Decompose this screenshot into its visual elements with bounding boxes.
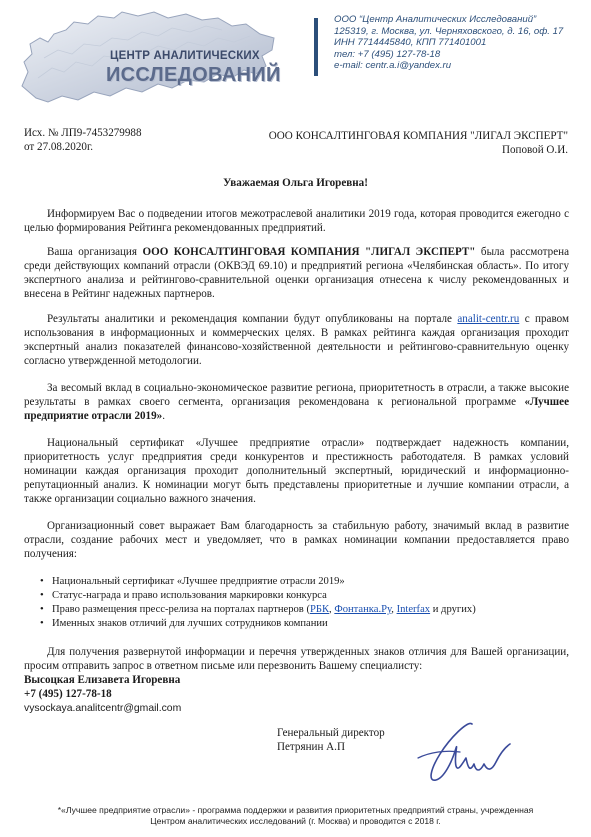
org-email: e-mail: centr.a.i@yandex.ru <box>334 60 452 72</box>
logo-line1: ЦЕНТР АНАЛИТИЧЕСКИХ <box>110 50 260 62</box>
org-name: ООО “Центр Аналитических Исследований” <box>334 14 537 25</box>
paragraph-council: Организационный совет выражает Вам благодарность за стабильную работу, значимый вклад в развитие отрасли, создание рабочих мест и уведомляет, что в рамках номинации компании предоставляется право получения: <box>24 520 569 560</box>
handwritten-signature <box>410 718 520 790</box>
salutation: Уважаемая Ольга Игоревна! <box>223 177 368 189</box>
org-phone: тел: +7 (495) 127-78-18 <box>334 48 441 60</box>
fontanka-link[interactable]: Фонтанка.Ру <box>334 604 392 615</box>
recipient-person: Поповой О.И. <box>501 144 568 156</box>
portal-link[interactable]: analit-centr.ru <box>457 313 520 325</box>
paragraph-results: Результаты аналитики и рекомендация компании будут опубликованы на портале analit-centr.ru с правом использования в информационных и коммерческих целях. В рамках рейтинга каждая организация проходит экспертный анализ показателей финансово-хозяйственной деятельности и рейтингово-сравнительную оценку согласно утвержденной методологии. <box>24 313 569 367</box>
signatory-name: Петрянин А.П <box>277 741 345 753</box>
org-inn: ИНН 7714445840, КПП 771401001 <box>334 37 487 49</box>
list-item: • Национальный сертификат «Лучшее предприятие отрасли 2019» <box>38 575 476 589</box>
ref-number: Исх. № ЛП9-7453279988 <box>24 127 142 139</box>
program-name: «Лучшее предприятие отрасли 2019» <box>24 396 569 422</box>
footnote-line1: *«Лучшее предприятие отрасли» - программа поддержки и развития приоритетных предприятий страны, учрежденная <box>57 805 534 815</box>
accent-bar <box>314 18 318 76</box>
paragraph-intro: Информируем Вас о подведении итогов межотраслевой аналитики 2019 года, которая проводится ежегодно с целью формирования Рейтинга рекомендованных предприятий. <box>24 208 569 234</box>
list-item: • Статус-награда и право использования маркировки конкурса <box>38 589 476 603</box>
footnote-line2: Центром аналитических исследований (г. Москва) и проводится с 2018 г. <box>150 816 441 826</box>
paragraph-organization: Ваша организация ООО КОНСАЛТИНГОВАЯ КОМПАНИЯ "ЛИГАЛ ЭКСПЕРТ" была рассмотрена среди действующих компаний отрасли (ОКВЭД 69.10) и предприятий региона «Челябинская область». По итогу экспертного анализа и рейтингово-сравнительной оценки организация отнесена к числу рекомендованных и внесена в Рейтинг надежных партнеров. <box>24 246 569 300</box>
org-address: 125319, г. Москва, ул. Черняховского, д. 16, оф. 17 <box>334 25 564 37</box>
company-name: ООО КОНСАЛТИНГОВАЯ КОМПАНИЯ "ЛИГАЛ ЭКСПЕРТ" <box>142 246 476 258</box>
contact-email[interactable]: vysockaya.analitcentr@gmail.com <box>24 703 182 714</box>
list-item: • Право размещения пресс-релиза на порталах партнеров (РБК, Фонтанка.Ру, Interfax и других) <box>38 603 476 617</box>
benefits-list <box>38 575 476 631</box>
signatory-title: Генеральный директор <box>277 727 385 739</box>
logo-line2: ИССЛЕДОВАНИЙ <box>106 64 281 86</box>
ref-date: от 27.08.2020г. <box>24 141 94 153</box>
paragraph-contribution: За весомый вклад в социально-экономическое развитие региона, приоритетность в отрасли, а также высокие результаты в рамках своего сегмента, организация рекомендована к региональной программе «Лучшее предприятие отрасли 2019». <box>24 382 569 422</box>
paragraph-request: Для получения развернутой информации и перечня утвержденных знаков отличия для Вашей организации, просим отправить запрос в ответном письме или перезвонить Вашему специалисту: <box>24 646 569 672</box>
footnote <box>0 805 591 827</box>
rbc-link[interactable]: РБК <box>309 604 330 615</box>
list-item: • Именных знаков отличий для лучших сотрудников компании <box>38 617 476 631</box>
org-info-block <box>314 14 584 78</box>
paragraph-certificate: Национальный сертификат «Лучшее предприятие отрасли» подтверждает надежность компании, приоритетность услуг предприятия среди конкурентов и престижность работодателя. В рамках условий номинации каждая организация проходит дополнительный экспертный, юридический и информационно-репутационный анализ. К номинации могут быть представлены приоритетные и лучшие компании отрасли, а также организации социально важного значения. <box>24 437 569 505</box>
recipient-company: ООО КОНСАЛТИНГОВАЯ КОМПАНИЯ "ЛИГАЛ ЭКСПЕРТ" <box>268 130 568 142</box>
interfax-link[interactable]: Interfax <box>396 604 431 615</box>
contact-phone: +7 (495) 127-78-18 <box>24 688 112 700</box>
contact-name: Высоцкая Елизавета Игоревна <box>24 674 181 686</box>
company-logo <box>18 8 280 110</box>
